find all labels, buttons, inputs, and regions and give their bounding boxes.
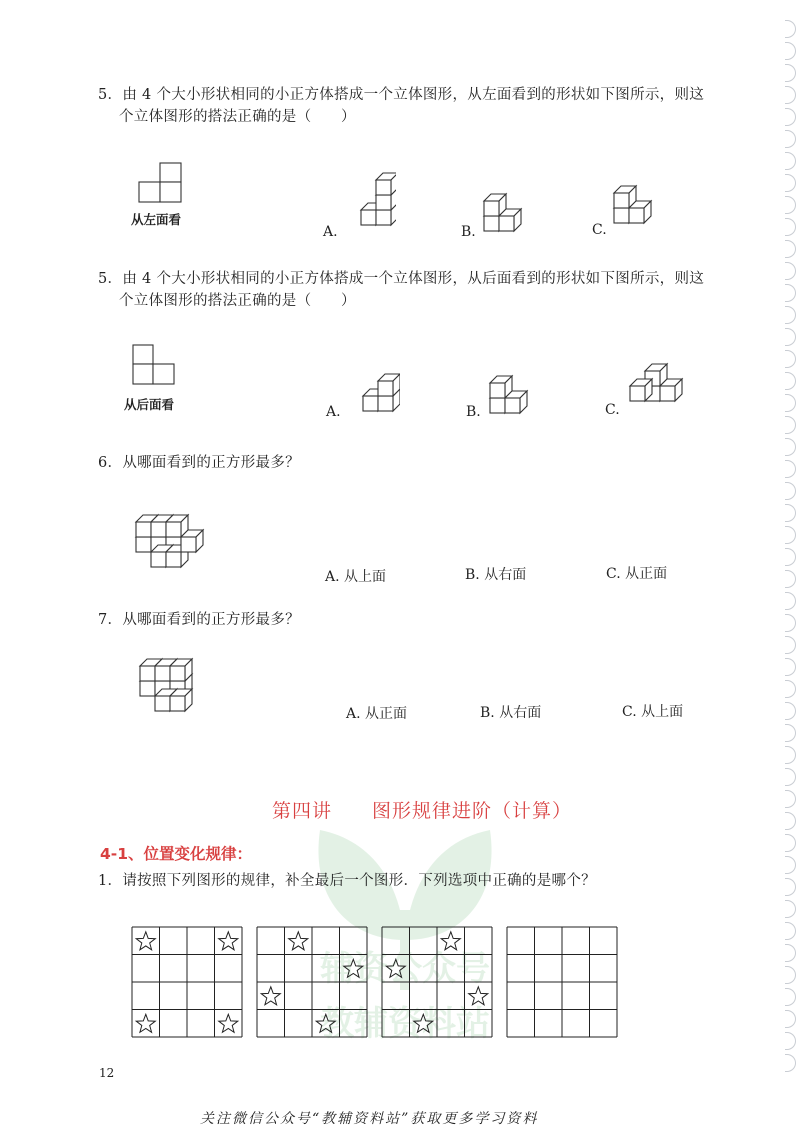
star-icon <box>316 1014 335 1032</box>
binding-ring <box>785 592 796 610</box>
star-icon <box>469 987 488 1005</box>
binding-ring <box>785 196 796 214</box>
binding-ring <box>785 108 796 126</box>
binding-ring <box>785 724 796 742</box>
q5a-option-c-figure <box>612 170 670 226</box>
q6-option-c[interactable]: C. 从正面 <box>606 566 668 582</box>
cube-face <box>499 216 514 231</box>
q7-cube-figure <box>138 640 220 714</box>
q5a-option-b[interactable]: B. <box>461 224 476 240</box>
footer-text: 关注微信公众号“教辅资料站”获取更多学习资料 <box>200 1111 539 1127</box>
star-icon <box>261 987 280 1005</box>
binding-ring <box>785 174 796 192</box>
binding-ring <box>785 218 796 236</box>
cube-face <box>181 537 196 552</box>
q5b-option-b-figure <box>488 360 548 416</box>
binding-ring <box>785 262 796 280</box>
binding-ring <box>785 790 796 808</box>
binding-ring <box>785 328 796 346</box>
cube-face <box>376 180 391 195</box>
q6-cube-figure <box>134 496 214 570</box>
q6-option-a[interactable]: A. 从上面 <box>325 569 387 585</box>
cube-face <box>376 195 391 210</box>
star-icon <box>289 932 308 950</box>
q5a-option-a-figure <box>344 168 396 228</box>
binding-ring <box>785 1010 796 1028</box>
binding-ring <box>785 482 796 500</box>
binding-ring <box>785 416 796 434</box>
binding-ring <box>785 240 796 258</box>
cube-face <box>376 210 391 225</box>
star-icon <box>414 1014 433 1032</box>
binding-ring <box>785 460 796 478</box>
star-icon <box>386 959 405 977</box>
binding-ring <box>785 1054 796 1072</box>
cube-face <box>136 537 151 552</box>
binding-ring <box>785 812 796 830</box>
q5b-text-line2: 个立体图形的搭法正确的是（ ） <box>119 293 356 309</box>
cube-face <box>484 201 499 216</box>
q7-option-a[interactable]: A. 从正面 <box>346 706 408 722</box>
binding-ring <box>785 284 796 302</box>
cube-face <box>378 396 393 411</box>
cube-face <box>490 398 505 413</box>
binding-ring <box>785 680 796 698</box>
cube-face <box>378 381 393 396</box>
binding-ring <box>785 966 796 984</box>
cube-face <box>155 696 170 711</box>
binding-ring <box>785 922 796 940</box>
cube-face <box>490 383 505 398</box>
binding-ring <box>785 350 796 368</box>
binding-ring <box>785 856 796 874</box>
cube-face <box>166 552 181 567</box>
star-icon <box>344 959 363 977</box>
watermark-text-1: 辅资公众号 <box>320 949 490 989</box>
star-icon <box>219 1014 238 1032</box>
binding-ring <box>785 900 796 918</box>
binding-ring <box>785 702 796 720</box>
q5a-option-a[interactable]: A. <box>323 224 338 240</box>
cube-face <box>505 398 520 413</box>
q7-text: 7．从哪面看到的正方形最多？ <box>98 612 300 628</box>
cube-face <box>151 522 166 537</box>
binding-ring <box>785 570 796 588</box>
binding-ring <box>785 526 796 544</box>
star-icon <box>136 1014 155 1032</box>
binding-ring <box>785 834 796 852</box>
page-number: 12 <box>99 1066 115 1080</box>
cube-face <box>630 386 645 401</box>
cube-face <box>629 208 644 223</box>
cube-face <box>155 666 170 681</box>
star-icon <box>136 932 155 950</box>
binding-ring <box>785 1032 796 1050</box>
binding-ring <box>785 130 796 148</box>
binding-ring <box>785 152 796 170</box>
cube-face <box>170 666 185 681</box>
q7-option-c[interactable]: C. 从上面 <box>622 704 684 720</box>
binding-ring <box>785 548 796 566</box>
cube-face <box>361 210 376 225</box>
binding-ring <box>785 20 796 38</box>
binding-ring <box>785 614 796 632</box>
q5a-text-line2: 个立体图形的搭法正确的是（ ） <box>119 109 356 125</box>
cube-face <box>660 386 675 401</box>
cube-face <box>170 696 185 711</box>
binding-ring <box>785 42 796 60</box>
q5a-option-b-figure <box>482 178 540 234</box>
binding-ring <box>785 944 796 962</box>
q5b-text-line1: 5．由 4 个大小形状相同的小正方体搭成一个立体图形，从后面看到的形状如下图所示，则这 <box>98 271 705 287</box>
binding-ring <box>785 372 796 390</box>
binding-ring <box>785 988 796 1006</box>
q5b-option-c-figure <box>628 346 688 404</box>
q1-text: 1．请按照下列图形的规律，补全最后一个图形．下列选项中正确的是哪个？ <box>98 873 596 889</box>
q5a-left-view <box>138 162 184 204</box>
cube-face <box>166 522 181 537</box>
watermark-text-2: 教辅资料站 <box>320 1004 490 1044</box>
q5b-back-view <box>132 344 178 386</box>
star-icon <box>219 932 238 950</box>
cube-face <box>614 208 629 223</box>
cube-face <box>363 396 378 411</box>
binding-ring <box>785 658 796 676</box>
cube-face <box>140 681 155 696</box>
binding-ring <box>785 746 796 764</box>
q7-option-b[interactable]: B. 从右面 <box>480 705 542 721</box>
q5a-option-c[interactable]: C. <box>592 222 607 238</box>
binding-ring <box>785 636 796 654</box>
star-grids <box>131 926 621 1038</box>
binding-ring <box>785 768 796 786</box>
binding-ring <box>785 504 796 522</box>
q6-text: 6．从哪面看到的正方形最多？ <box>98 455 300 471</box>
binding-ring <box>785 306 796 324</box>
q5a-caption: 从左面看 <box>131 212 182 227</box>
cube-face <box>614 193 629 208</box>
q5b-option-a[interactable]: A. <box>326 404 341 420</box>
lecture-title: 第四讲 图形规律进阶（计算） <box>272 800 573 822</box>
binding-ring <box>785 878 796 896</box>
q5a-text-line1: 5．由 4 个大小形状相同的小正方体搭成一个立体图形，从左面看到的形状如下图所示，则这 <box>98 87 705 103</box>
binding-ring <box>785 86 796 104</box>
binding-ring <box>785 438 796 456</box>
binding-ring <box>785 64 796 82</box>
binding-ring <box>785 394 796 412</box>
cube-face <box>484 216 499 231</box>
cube-face <box>140 666 155 681</box>
q5b-option-a-figure <box>346 354 400 414</box>
star-icon <box>441 932 460 950</box>
cube-face <box>151 552 166 567</box>
q6-option-b[interactable]: B. 从右面 <box>465 567 527 583</box>
cube-face <box>136 522 151 537</box>
q5b-option-c[interactable]: C. <box>605 402 620 418</box>
section-title: 4-1、位置变化规律： <box>100 845 253 863</box>
q5b-option-b[interactable]: B. <box>466 404 481 420</box>
q5b-caption: 从后面看 <box>124 397 175 412</box>
